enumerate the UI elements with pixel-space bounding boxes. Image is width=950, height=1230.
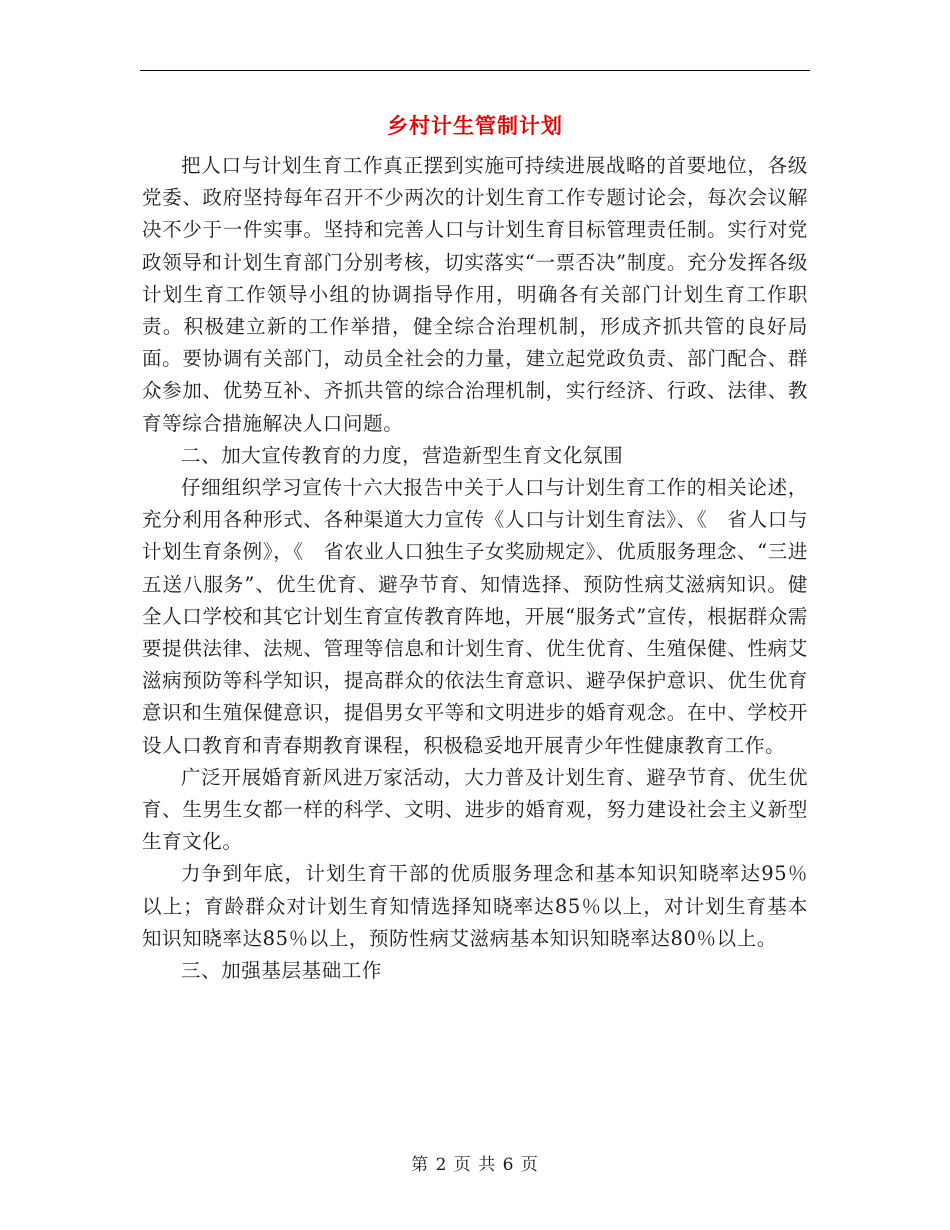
page-number: 第 2 页 共 6 页 [411, 1155, 539, 1175]
document-title: 乡村计生管制计划 [387, 114, 563, 138]
paragraph-marriage-custom: 广泛开展婚育新风进万家活动，大力普及计划生育、避孕节育、优生优育、生男生女都一样的科学、文明、进步的婚育观，努力建设社会主义新型生育文化。 [142, 765, 808, 854]
document-body [142, 150, 808, 987]
header-rule [140, 70, 810, 71]
section-heading-3: 三、加强基层基础工作 [181, 959, 383, 983]
paragraph-targets: 力争到年底，计划生育干部的优质服务理念和基本知识知晓率达95％以上；育龄群众对计划生育知情选择知晓率达85％以上，对计划生育基本知识知晓率达85％以上，预防性病艾滋病基本知识知晓率达80％以上。 [142, 862, 808, 950]
section-heading-2: 二、加大宣传教育的力度，营造新型生育文化氛围 [181, 443, 624, 467]
paragraph-publicity: 仔细组织学习宣传十六大报告中关于人口与计划生育工作的相关论述，充分利用各种形式、各种渠道大力宣传《人口与计划生育法》、《 省人口与计划生育条例》，《 省农业人口独生子女奖励规定》、优质服务理念、“三进五送八服务”、优生优育、避孕节育、知情选择、预防性病艾滋病知识。健全人口学校和其它计划生育宣传教育阵地，开展“服务式”宣传，根据群众需要提供法律、法规、管理等信息和计划生育、优生优育、生殖保健、性病艾滋病预防等科学知识，提高群众的依法生育意识、避孕保护意识、优生优育意识和生殖保健意识，提倡男女平等和文明进步的婚育观念。在中、学校开设人口教育和青春期教育课程，积极稳妥地开展青少年性健康教育工作。 [142, 476, 808, 757]
paragraph-intro: 把人口与计划生育工作真正摆到实施可持续进展战略的首要地位，各级党委、政府坚持每年召开不少两次的计划生育工作专题讨论会，每次会议解决不少于一件实事。坚持和完善人口与计划生育目标管理责任制。实行对党政领导和计划生育部门分别考核，切实落实“一票否决”制度。充分发挥各级计划生育工作领导小组的协调指导作用，明确各有关部门计划生育工作职责。积极建立新的工作举措，健全综合治理机制，形成齐抓共管的良好局面。要协调有关部门，动员全社会的力量，建立起党政负责、部门配合、群众参加、优势互补、齐抓共管的综合治理机制，实行经济、行政、法律、教育等综合措施解决人口问题。 [142, 154, 808, 435]
